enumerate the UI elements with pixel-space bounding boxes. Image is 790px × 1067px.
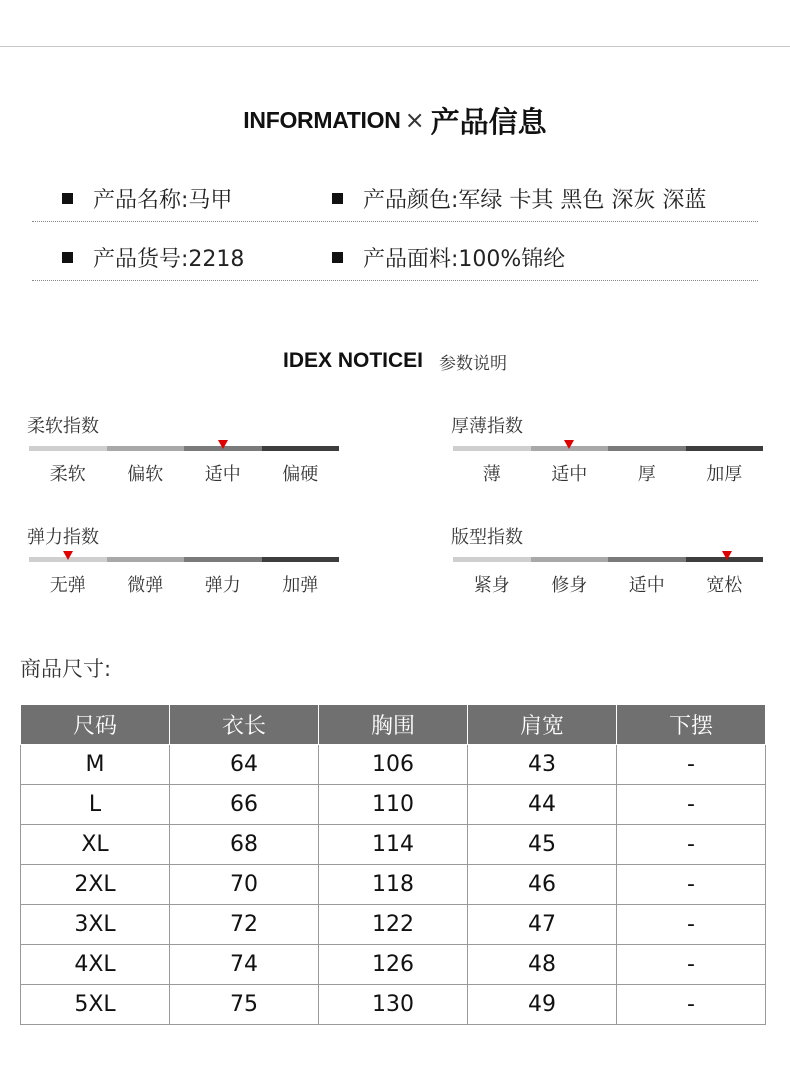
square-bullet-icon xyxy=(62,252,73,263)
gauge-level: 适中 xyxy=(551,464,588,485)
gauge-fit xyxy=(451,523,763,613)
table-cell: L xyxy=(21,785,170,825)
table-cell: 130 xyxy=(319,985,468,1025)
table-cell: - xyxy=(617,985,766,1025)
table-cell: 46 xyxy=(468,865,617,905)
gauge-marker-icon xyxy=(218,440,228,449)
info-item-name xyxy=(62,181,232,215)
gauge-level: 弹力 xyxy=(204,575,241,596)
table-cell: 49 xyxy=(468,985,617,1025)
product-name: 产品名称:马甲 xyxy=(93,187,233,213)
gauge-level: 适中 xyxy=(204,464,241,485)
table-cell: 43 xyxy=(468,745,617,785)
table-cell: 4XL xyxy=(21,945,170,985)
gauge-level: 加弹 xyxy=(282,575,319,596)
column-header: 胸围 xyxy=(319,705,468,745)
table-cell: 47 xyxy=(468,905,617,945)
gauge-softness xyxy=(27,412,339,502)
info-item-code xyxy=(62,240,244,274)
gauge-marker-icon xyxy=(564,440,574,449)
dotted-divider xyxy=(32,280,758,281)
gauge-level: 偏软 xyxy=(127,464,164,485)
dotted-divider xyxy=(32,221,758,222)
table-cell: 74 xyxy=(170,945,319,985)
table-cell: 2XL xyxy=(21,865,170,905)
size-heading: 商品尺寸: xyxy=(20,657,112,681)
table-row xyxy=(21,985,766,1025)
table-cell: 48 xyxy=(468,945,617,985)
gauge-level: 薄 xyxy=(482,464,501,485)
gauge-level: 柔软 xyxy=(49,464,86,485)
gauge-marker-icon xyxy=(63,551,73,560)
product-code: 产品货号:2218 xyxy=(93,246,245,272)
gauge-level: 紧身 xyxy=(473,575,510,596)
gauge-levels xyxy=(29,460,339,486)
table-cell: 114 xyxy=(319,825,468,865)
gauge-bar xyxy=(453,446,763,451)
table-row xyxy=(21,745,766,785)
table-cell: - xyxy=(617,905,766,945)
gauge-level: 微弹 xyxy=(127,575,164,596)
gauge-thickness xyxy=(451,412,763,502)
table-cell: 64 xyxy=(170,745,319,785)
table-cell: 5XL xyxy=(21,985,170,1025)
table-row xyxy=(21,785,766,825)
gauge-level: 宽松 xyxy=(706,575,743,596)
info-row-2 xyxy=(62,240,762,274)
gauge-bar xyxy=(29,446,339,451)
index-notice-title xyxy=(0,345,790,377)
table-cell: 66 xyxy=(170,785,319,825)
gauge-level: 偏硬 xyxy=(282,464,319,485)
table-cell: 68 xyxy=(170,825,319,865)
column-header: 肩宽 xyxy=(468,705,617,745)
gauge-label: 柔软指数 xyxy=(27,416,99,437)
table-cell: 70 xyxy=(170,865,319,905)
gauge-label: 弹力指数 xyxy=(27,527,99,548)
table-cell: 110 xyxy=(319,785,468,825)
information-title xyxy=(0,98,790,142)
table-cell: 3XL xyxy=(21,905,170,945)
gauge-level: 适中 xyxy=(628,575,665,596)
table-cell: - xyxy=(617,745,766,785)
table-cell: - xyxy=(617,785,766,825)
table-cell: - xyxy=(617,945,766,985)
title-chinese: 产品信息 xyxy=(430,104,547,139)
gauge-levels xyxy=(29,571,339,597)
table-cell: - xyxy=(617,825,766,865)
gauge-level: 修身 xyxy=(551,575,588,596)
gauge-levels xyxy=(453,571,763,597)
square-bullet-icon xyxy=(332,252,343,263)
gauge-label: 厚薄指数 xyxy=(451,416,523,437)
table-cell: - xyxy=(617,865,766,905)
table-cell: 118 xyxy=(319,865,468,905)
column-header: 尺码 xyxy=(21,705,170,745)
size-table-header xyxy=(21,705,766,745)
index-title-chinese: 参数说明 xyxy=(439,353,508,374)
title-english: INFORMATION xyxy=(243,106,401,133)
column-header: 衣长 xyxy=(170,705,319,745)
table-cell: 44 xyxy=(468,785,617,825)
info-item-fabric xyxy=(332,240,565,274)
gauge-marker-icon xyxy=(722,551,732,560)
table-cell: 72 xyxy=(170,905,319,945)
gauge-level: 厚 xyxy=(637,464,656,485)
gauge-bar xyxy=(453,557,763,562)
table-cell: 75 xyxy=(170,985,319,1025)
gauge-level: 加厚 xyxy=(706,464,743,485)
info-item-color xyxy=(332,181,706,215)
table-row xyxy=(21,865,766,905)
gauge-bar xyxy=(29,557,339,562)
size-table xyxy=(20,704,766,1025)
table-cell: 126 xyxy=(319,945,468,985)
gauge-level: 无弹 xyxy=(49,575,86,596)
table-cell: M xyxy=(21,745,170,785)
index-title-english: IDEX NOTICEI xyxy=(282,349,424,372)
top-divider xyxy=(0,46,790,47)
product-colors: 产品颜色:军绿 卡其 黑色 深灰 深蓝 xyxy=(363,187,707,213)
table-row xyxy=(21,825,766,865)
square-bullet-icon xyxy=(62,193,73,204)
column-header: 下摆 xyxy=(617,705,766,745)
table-row xyxy=(21,905,766,945)
gauge-levels xyxy=(453,460,763,486)
gauge-elasticity xyxy=(27,523,339,613)
table-cell: 45 xyxy=(468,825,617,865)
info-row-1 xyxy=(62,181,762,215)
product-fabric: 产品面料:100%锦纶 xyxy=(363,246,566,272)
table-cell: 122 xyxy=(319,905,468,945)
table-cell: XL xyxy=(21,825,170,865)
square-bullet-icon xyxy=(332,193,343,204)
table-cell: 106 xyxy=(319,745,468,785)
title-separator: × xyxy=(404,106,425,134)
gauge-label: 版型指数 xyxy=(451,527,523,548)
table-row xyxy=(21,945,766,985)
